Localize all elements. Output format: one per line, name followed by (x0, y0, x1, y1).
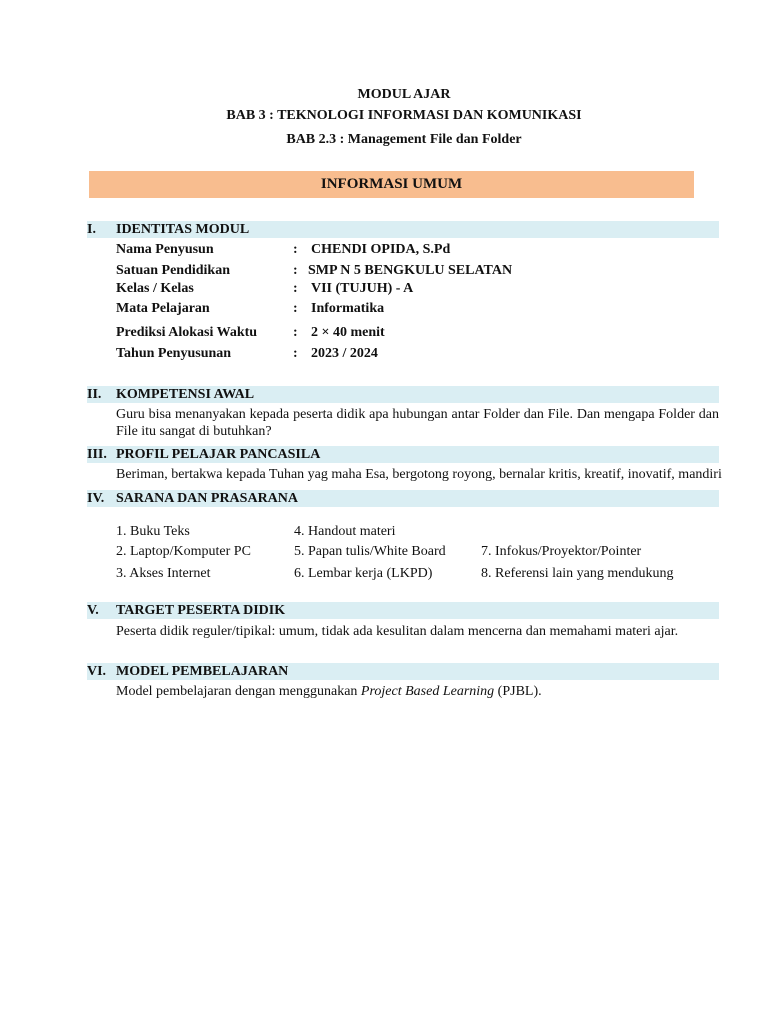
list-item: 3. Akses Internet (116, 566, 211, 581)
identitas-value: Informatika (311, 301, 385, 316)
section-title: KOMPETENSI AWAL (116, 387, 255, 402)
identitas-colon: : (293, 242, 298, 257)
section-profil-pancasila (87, 446, 719, 463)
identitas-colon: : (293, 346, 298, 361)
section-title: MODEL PEMBELAJARAN (116, 664, 289, 679)
section-model-pembelajaran (87, 663, 719, 680)
list-item: 4. Handout materi (294, 524, 396, 539)
chapter-title: BAB 3 : TEKNOLOGI INFORMASI DAN KOMUNIKASI (226, 108, 582, 123)
info-umum-banner: INFORMASI UMUM (89, 171, 694, 198)
section-kompetensi-awal (87, 386, 719, 403)
identitas-value: VII (TUJUH) - A (311, 281, 414, 296)
identitas-colon: : (293, 263, 298, 278)
identitas-colon: : (293, 301, 298, 316)
list-item: 7. Infokus/Proyektor/Pointer (481, 544, 642, 559)
section-number: IV. (87, 491, 105, 506)
identitas-value: 2023 / 2024 (311, 346, 378, 361)
model-pembelajaran-text (116, 683, 719, 700)
identitas-label: Mata Pelajaran (116, 301, 210, 316)
kompetensi-awal-text: Guru bisa menanyakan kepada peserta didik apa hubungan antar Folder dan File. Dan mengapa Folder dan File itu sangat di butuhkan? (116, 407, 719, 439)
identitas-label: Kelas / Kelas (116, 281, 194, 296)
section-number: I. (87, 222, 96, 237)
subchapter-title: BAB 2.3 : Management File dan Folder (286, 132, 522, 147)
section-sarana-prasarana (87, 490, 719, 507)
section-number: VI. (87, 664, 107, 679)
identitas-label: Tahun Penyusunan (116, 346, 232, 361)
identitas-colon: : (293, 281, 298, 296)
list-item: 2. Laptop/Komputer PC (116, 544, 251, 559)
identitas-label: Prediksi Alokasi Waktu (116, 325, 258, 340)
target-peserta-text: Peserta didik reguler/tipikal: umum, tidak ada kesulitan dalam mencerna dan memahami materi ajar. (116, 624, 679, 639)
section-title: IDENTITAS MODUL (116, 222, 250, 237)
model-suffix: (PJBL). (494, 684, 542, 699)
section-identitas-modul (87, 221, 719, 238)
identitas-label: Satuan Pendidikan (116, 263, 230, 278)
model-prefix: Model pembelajaran dengan menggunakan (116, 684, 361, 699)
section-title: PROFIL PELAJAR PANCASILA (116, 447, 321, 462)
identitas-label: Nama Penyusun (116, 242, 214, 257)
document-title: MODUL AJAR (357, 87, 451, 102)
section-number: III. (87, 447, 107, 462)
list-item: 5. Papan tulis/White Board (294, 544, 446, 559)
profil-pancasila-text: Beriman, bertakwa kepada Tuhan yag maha Esa, bergotong royong, bernalar kritis, kreatif, inovatif, mandiri (116, 467, 722, 482)
section-number: V. (87, 603, 99, 618)
section-title: SARANA DAN PRASARANA (116, 491, 299, 506)
section-title: TARGET PESERTA DIDIK (116, 603, 286, 618)
model-name: Project Based Learning (360, 684, 495, 699)
identitas-value: CHENDI OPIDA, S.Pd (311, 242, 451, 257)
list-item: 6. Lembar kerja (LKPD) (294, 566, 433, 581)
section-number: II. (87, 387, 102, 402)
identitas-value: 2 × 40 menit (311, 325, 385, 340)
list-item: 1. Buku Teks (116, 524, 190, 539)
identitas-colon: : (293, 325, 298, 340)
list-item: 8. Referensi lain yang mendukung (481, 566, 674, 581)
section-target-peserta (87, 602, 719, 619)
identitas-value: SMP N 5 BENGKULU SELATAN (308, 263, 513, 278)
